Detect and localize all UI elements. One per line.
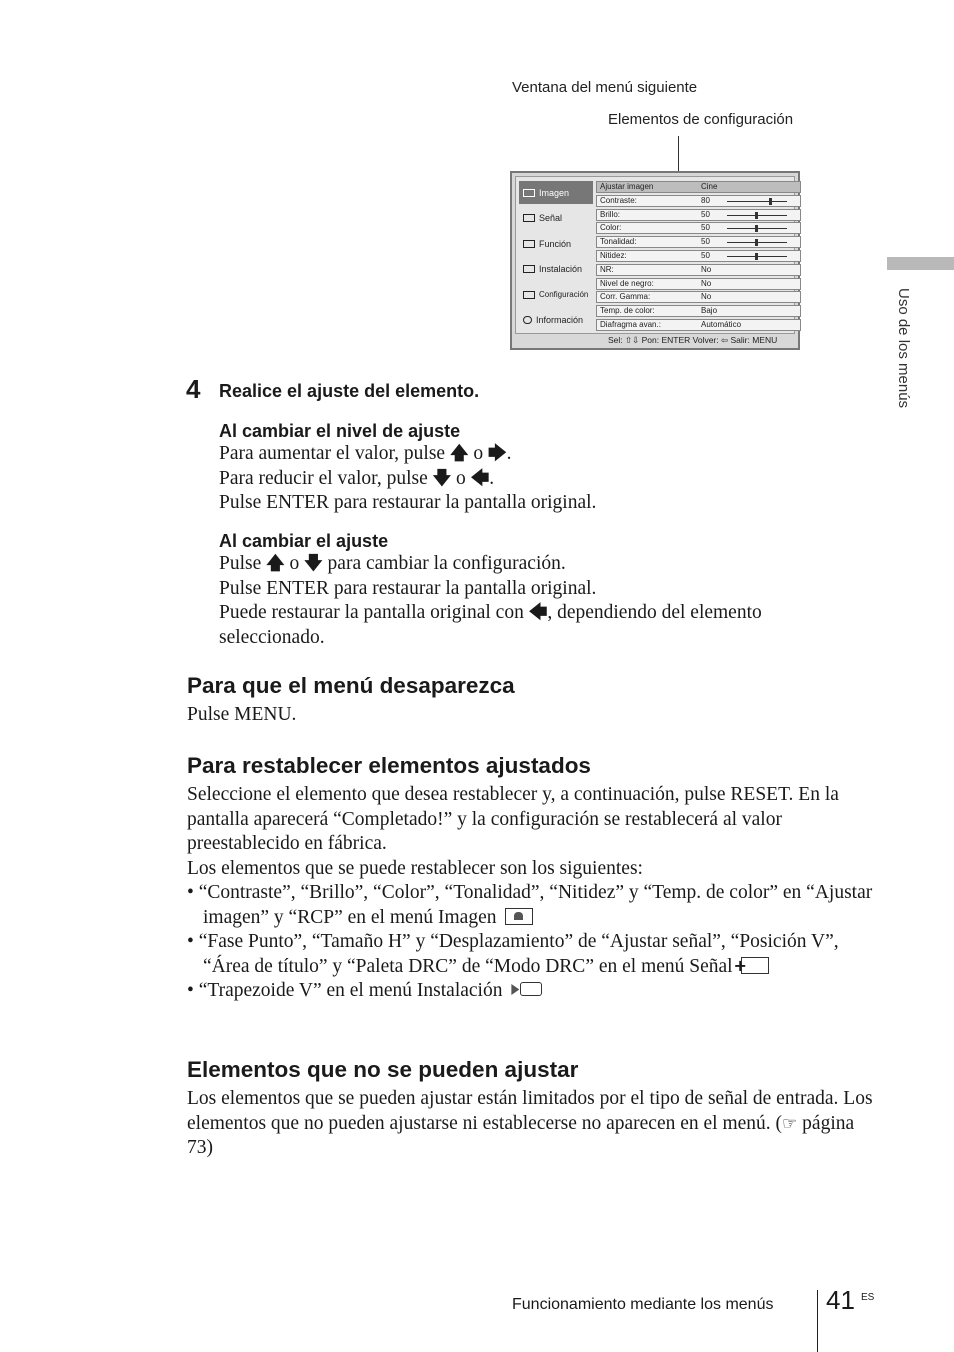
installation-icon (523, 265, 535, 273)
section-paragraph: Seleccione el elemento que desea restablecer y, a continuación, pulse RESET. En la pantalla aparecerá “Completado!” y la configuración se restablecerá al valor preestablecido en fábrica. (187, 784, 839, 854)
setting-heading: Al cambiar el ajuste (219, 531, 389, 551)
level-heading: Al cambiar el nivel de ajuste (219, 421, 461, 441)
right-arrow-icon: 🡆 (487, 443, 507, 464)
slider-knob (755, 253, 758, 260)
list-item: • “Trapezoide V” en el menú Instalación (187, 979, 877, 1004)
section-not-adjustable (187, 1057, 877, 1161)
setting-line-1: Pulse 🡅 o 🡇 para cambiar la configuración. (219, 552, 869, 577)
language-code: ES (861, 1292, 875, 1303)
section-text: Los elementos que se pueden ajustar están limitados por el tipo de señal de entrada. Los elementos que no pueden ajustarse ni establecerse no aparecen en el menú. (☞ página 73) (187, 1088, 873, 1158)
section-text: Pulse MENU. (187, 704, 297, 725)
callout-next-menu: Ventana del menú siguiente (512, 79, 698, 96)
setting-line-2: Pulse ENTER para restaurar la pantalla original. (219, 577, 597, 599)
slider-track (727, 256, 787, 257)
list-item: • “Fase Punto”, “Tamaño H” y “Desplazamiento” de “Ajustar señal”, “Posición V”, “Área de título” y “Paleta DRC” de “Modo DRC” en el menú Señal + (187, 930, 877, 979)
slider-track (727, 215, 787, 216)
menu-row: Contraste: 80 (596, 195, 801, 207)
menu-category-instalacion: Instalación (519, 258, 593, 281)
up-arrow-icon: 🡅 (266, 553, 285, 574)
menu-row: Ajustar imagen Cine (596, 181, 801, 193)
footer-chapter: Funcionamiento mediante los menús (512, 1296, 774, 1313)
slider-knob (755, 239, 758, 246)
menu-row: Nitidez: 50 (596, 250, 801, 262)
left-arrow-icon: 🡄 (528, 602, 548, 623)
level-adjust-block (219, 421, 869, 516)
slider-knob (755, 212, 758, 219)
up-arrow-icon: 🡅 (449, 443, 469, 464)
menu-screenshot (510, 171, 800, 350)
left-arrow-icon: 🡄 (470, 467, 490, 489)
menu-row: Nivel de negro: No (596, 278, 801, 290)
callout-config-items: Elementos de configuración (608, 111, 794, 128)
section-title: Para que el menú desaparezca (187, 673, 515, 698)
slider-track (727, 228, 787, 229)
menu-row: Brillo: 50 (596, 209, 801, 221)
level-line-2: Para reducir el valor, pulse 🡇 o 🡄. (219, 467, 869, 492)
signal-menu-icon (741, 957, 769, 974)
info-icon (523, 316, 532, 324)
section-reset (187, 753, 877, 1004)
down-arrow-icon: 🡇 (304, 553, 323, 574)
section-title: Para restablecer elementos ajustados (187, 753, 591, 778)
menu-category-senal: Señal (519, 207, 593, 230)
menu-category-funcion: Función (519, 232, 593, 255)
slider-track (727, 242, 787, 243)
list-item: • “Contraste”, “Brillo”, “Color”, “Tonalidad”, “Nitidez” y “Temp. de color” en “Ajustar imagen” y “RCP” en el menú Imagen (187, 882, 873, 928)
menu-row: Temp. de color: Bajo (596, 305, 801, 317)
slider-track (727, 201, 787, 202)
signal-icon (523, 214, 535, 222)
setup-icon (523, 291, 535, 299)
menu-categories (519, 181, 593, 335)
callout-leader-line (678, 136, 679, 174)
section-paragraph: Los elementos que se puede restablecer son los siguientes: (187, 857, 643, 879)
slider-knob (769, 198, 772, 205)
step-title: Realice el ajuste del elemento. (219, 381, 480, 401)
side-tab-marker (887, 257, 954, 270)
pointing-hand-icon: ☞ (782, 1113, 798, 1133)
menu-settings (596, 181, 801, 333)
section-title: Elementos que no se pueden ajustar (187, 1057, 579, 1082)
menu-row: Color: 50 (596, 222, 801, 234)
image-menu-icon (505, 908, 533, 925)
footer-divider (817, 1290, 818, 1352)
down-arrow-icon: 🡇 (432, 467, 452, 489)
side-tab-label: Uso de los menús (895, 288, 912, 409)
function-icon (523, 240, 535, 248)
installation-menu-icon (511, 981, 545, 998)
setting-line-3: Puede restaurar la pantalla original con 🡄, dependiendo del elemento seleccionado. (219, 602, 762, 648)
level-line-1: Para aumentar el valor, pulse 🡅 o 🡆. (219, 442, 869, 467)
image-icon (523, 189, 535, 197)
page-number: 41 (826, 1285, 855, 1315)
section-hide-menu (187, 673, 877, 728)
level-line-3: Pulse ENTER para restaurar la pantalla original. (219, 492, 597, 513)
step-number: 4 (186, 374, 201, 404)
menu-row: Diafragma avan.: Automático (596, 319, 801, 331)
menu-row: Corr. Gamma: No (596, 291, 801, 303)
slider-knob (755, 225, 758, 232)
menu-footer: Sel: ⇧⇩ Pon: ENTER Volver: ⇦ Salir: MENU (608, 335, 778, 345)
setting-adjust-block (219, 531, 869, 650)
menu-row: NR: No (596, 264, 801, 276)
menu-category-informacion: Información (519, 309, 593, 332)
menu-category-imagen: Imagen (519, 181, 593, 204)
menu-category-configuracion: Configuración (519, 283, 593, 306)
menu-row: Tonalidad: 50 (596, 236, 801, 248)
